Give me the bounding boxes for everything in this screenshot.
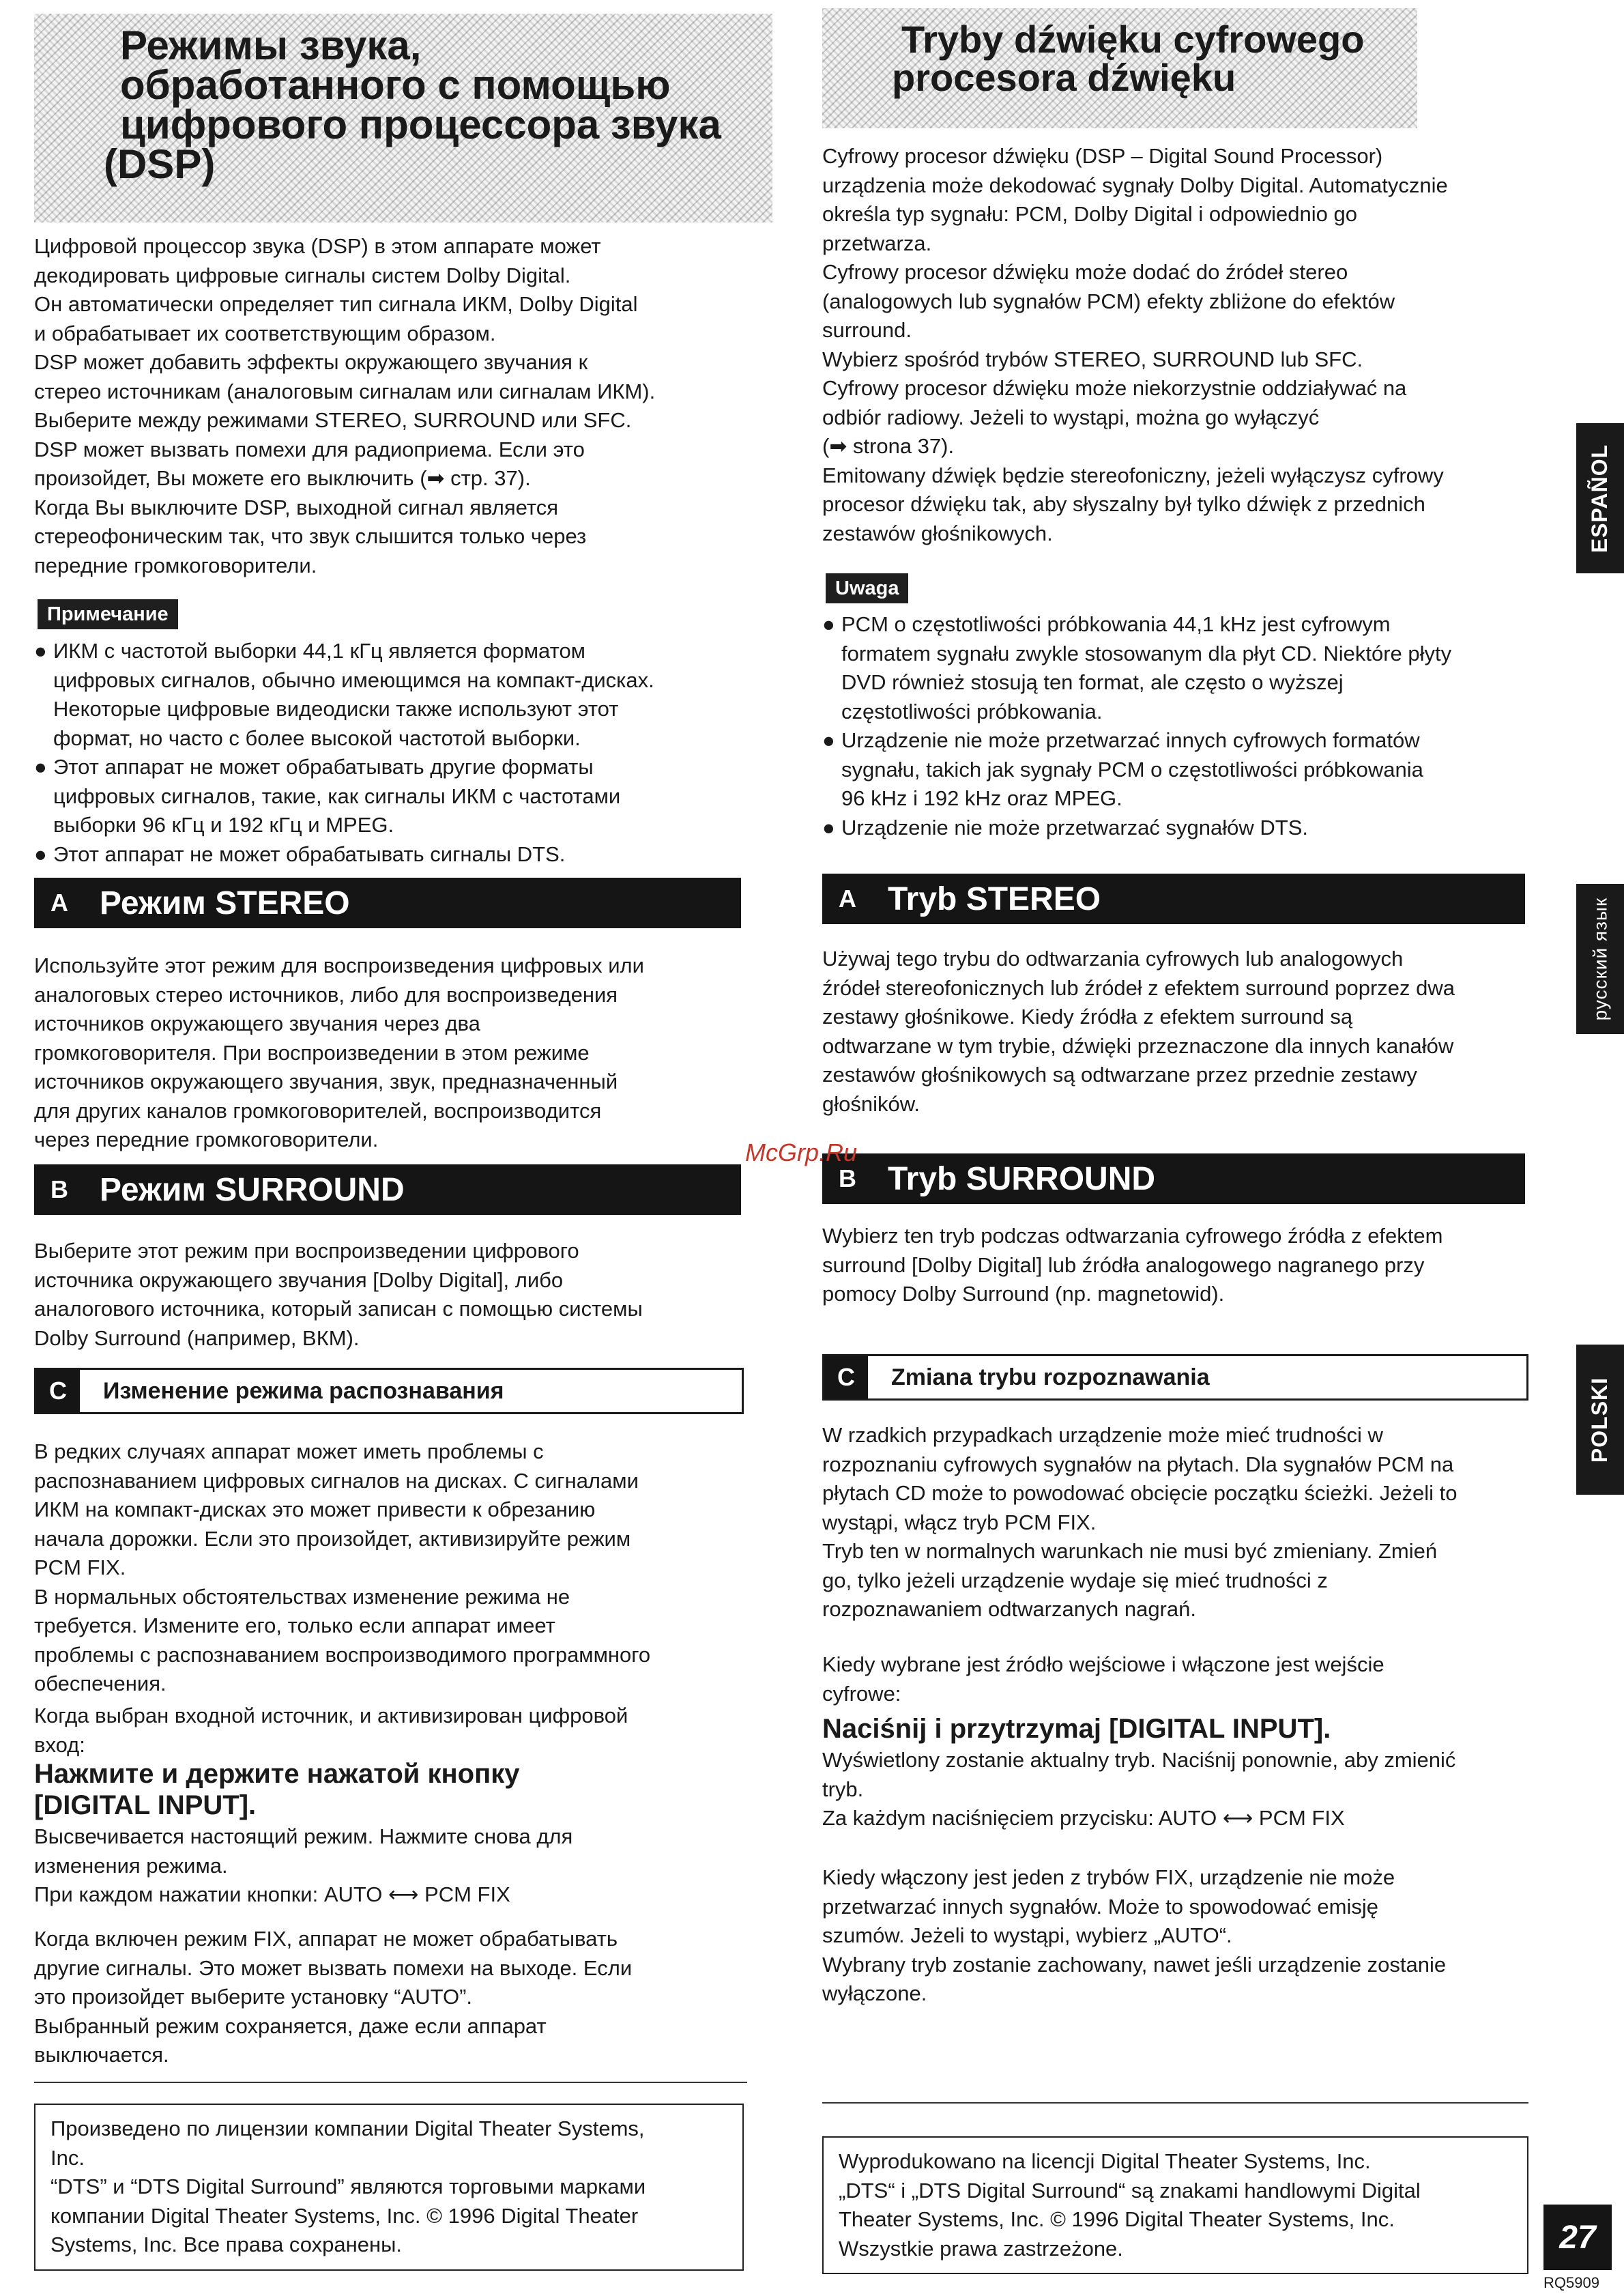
ru-section-a-header: A Режим STEREO <box>34 878 741 928</box>
pl-intro: Cyfrowy procesor dźwięku (DSP – Digital Sound Processor) urządzenia może dekodować sygnały Dolby Digital. Automatycznie określa typ sygnału: PCM, Dolby Digital i odpowiednio go przetwarza. Cyfrowy procesor dźwięku może dodać do źródeł stereo (analogowych lub sygnałów PCM) efekty zbliżone do efektów surround. Wybierz spośród trybów STEREO, SURROUND lub SFC. Cyfrowy procesor dźwięku może niekorzystnie oddziaływać na odbiór radiowy. Jeżeli to wystąpi, można go wyłączyć (➡ strona 37). Emitowany dźwięk będzie stereofoniczny, jeżeli wyłączysz cyfrowy procesor dźwięku tak, aby słyszalny był tylko dźwięk z przednich zestawów głośnikowych. <box>822 144 1448 545</box>
tab-espanol[interactable]: ESPAÑOL <box>1576 423 1624 573</box>
pl-instruction: Naciśnij i przytrzymaj [DIGITAL INPUT]. <box>822 1714 1331 1744</box>
ru-title: Режимы звука, обработанного с помощью цифрового процессора звука (DSP) <box>104 23 721 187</box>
ru-divider <box>34 2082 747 2083</box>
ru-after-text: Высвечивается настоящий режим. Нажмите снова для изменения режима. При каждом нажатии кнопки: AUTO ⟷ PCM FIX <box>34 1824 573 1906</box>
tab-polski[interactable]: POLSKI <box>1576 1345 1624 1495</box>
list-item: ● Urządzenie nie może przetwarzać innych cyfrowych formatów sygnału, takich jak sygnały PCM o częstotliwości próbkowania 96 kHz i 192 kHz oraz MPEG. <box>822 728 1423 810</box>
watermark: McGrp.Ru <box>745 1138 858 1166</box>
ru-instruction: Нажмите и держите нажатой кнопку [DIGITAL INPUT]. <box>34 1759 520 1820</box>
pl-section-a-header: A Tryb STEREO <box>822 874 1525 924</box>
page-number: 27 <box>1543 2205 1612 2270</box>
pl-notes <box>822 610 1528 842</box>
ru-section-b-text: Выберите этот режим при воспроизведении цифрового источника окружающего звучания [Dolby Digital], либо аналогового источника, который записан с помощью системы Dolby Surround (например, ВКМ). <box>34 1239 643 1350</box>
pl-license-box: Wyprodukowano na licencji Digital Theater Systems, Inc. „DTS“ i „DTS Digital Surround“ są znakami handlowymi Digital Theater Systems, Inc. © 1996 Digital Theater Systems, Inc. Wszystkie prawa zastrzeżone. <box>822 2136 1528 2274</box>
pl-section-c-text: W rzadkich przypadkach urządzenie może mieć trudności w rozpoznaniu cyfrowych sygnałów na płytach. Dla sygnałów PCM na płytach CD może to powodować obcięcie początku ścieżki. Jeżeli to wystąpi, włącz tryb PCM FIX. Tryb ten w normalnych warunkach nie musi być zmieniany. Zmień go, tylko jeżeli urządzenie wydaje się mieć trudności z rozpoznawaniem odtwarzanych nagrań. <box>822 1423 1458 1621</box>
pl-section-c-header: C Zmiana trybu rozpoznawania <box>822 1354 1528 1401</box>
pl-title-block <box>822 8 1417 128</box>
ru-section-a-text: Используйте этот режим для воспроизведения цифровых или аналоговых стерео источников, либо для воспроизведения источников окружающего звучания через два громкоговорителя. При воспроизведении в этом режиме источников окружающего звучания, звук, предназначенный для других каналов громкоговорителей, воспроизводится через передние громкоговорители. <box>34 953 644 1151</box>
pl-fix-text: Kiedy włączony jest jeden z trybów FIX, urządzenie nie może przetwarzać innych sygnałów. Może to spowodować emisję szumów. Jeżeli to wystąpi, wybierz „AUTO“. Wybrany tryb zostanie zachowany, nawet jeśli urządzenie zostanie wyłączone. <box>822 1865 1447 2005</box>
tab-russian[interactable]: русский язык <box>1576 884 1624 1034</box>
pl-note-label: Uwaga <box>826 573 908 603</box>
list-item: ● ИКМ с частотой выборки 44,1 кГц является форматом цифровых сигналов, обычно имеющимся на компакт-дисках. Некоторые цифровые видеодиски также используют этот формат, но часто с более высокой частотой выборки. <box>34 639 654 750</box>
pl-section-a-text: Używaj tego trybu do odtwarzania cyfrowych lub analogowych źródeł stereofonicznych lub źródeł z efektem surround poprzez dwa zestawy głośnikowe. Kiedy źródła z efektem surround są odtwarzane w tym trybie, dźwięki przeznaczone dla innych kanałów zestawów głośnikowych są odtwarzane przez przednie zestawy głośników. <box>822 947 1455 1116</box>
pl-input-text: Kiedy wybrane jest źródło wejściowe i włączone jest wejście cyfrowe: <box>822 1652 1384 1706</box>
list-item: ● Urządzenie nie może przetwarzać sygnałów DTS. <box>822 815 1308 840</box>
pl-title: Tryby dźwięku cyfrowego procesora dźwięku <box>892 18 1365 99</box>
ru-fix-text: Когда включен режим FIX, аппарат не может обрабатывать другие сигналы. Это может вызвать помехи на выходе. Если это произойдет выберите установку “AUTO”. Выбранный режим сохраняется, даже если аппарат выключается. <box>34 1927 633 2067</box>
ru-section-c-header: C Изменение режима распознавания <box>34 1368 744 1414</box>
ru-note-label: Примечание <box>38 599 178 629</box>
pl-divider <box>822 2102 1528 2104</box>
ru-intro: Цифровой процессор звука (DSP) в этом аппарате может декодировать цифровые сигналы систем Dolby Digital. Он автоматически определяет тип сигнала ИКМ, Dolby Digital и обрабатывает их соответствующим образом. DSP может добавить эффекты окружающего звучания к стерео источникам (аналоговым сигналам или сигналам ИКМ). Выберите между режимами STEREO, SURROUND или SFC. DSP может вызвать помехи для радиоприема. Если это произойдет, Вы можете его выключить (➡ стр. 37). Когда Вы выключите DSP, выходной сигнал является стереофоническим так, что звук слышится только через передние громкоговорители. <box>34 234 656 577</box>
pl-section-b-header: B Tryb SURROUND <box>822 1153 1525 1204</box>
pl-section-b-text: Wybierz ten tryb podczas odtwarzania cyfrowego źródła z efektem surround [Dolby Digital] lub źródła analogowego nagranego przy pomocy Dolby Surround (np. magnetowid). <box>822 1224 1443 1306</box>
ru-input-text: Когда выбран входной источник, и активизирован цифровой вход: <box>34 1704 628 1757</box>
page-code: RQ5909 <box>1543 2274 1599 2291</box>
list-item: ● Этот аппарат не может обрабатывать другие форматы цифровых сигналов, такие, как сигналы ИКМ с частотами выборки 96 кГц и 192 кГц и MPEG. <box>34 755 621 837</box>
ru-notes <box>34 637 744 869</box>
ru-title-block <box>34 14 772 223</box>
ru-section-b-header: B Режим SURROUND <box>34 1164 741 1215</box>
ru-section-c-text: В редких случаях аппарат может иметь проблемы с распознаванием цифровых сигналов на дисках. С сигналами ИКМ на компакт-дисках это может привести к обрезанию начала дорожки. Если это произойдет, активизируйте режим PCM FIX. В нормальных обстоятельствах изменение режима не требуется. Измените его, только если аппарат имеет проблемы с распознаванием воспроизводимого программного обеспечения. <box>34 1439 651 1695</box>
ru-license-box: Произведено по лицензии компании Digital Theater Systems, Inc. “DTS” и “DTS Digital Surround” являются торговыми марками компании Digital Theater Systems, Inc. © 1996 Digital Theater Systems, Inc. Все права сохранены. <box>34 2104 744 2271</box>
list-item: ● PCM o częstotliwości próbkowania 44,1 kHz jest cyfrowym formatem sygnału zwykle stosowanym dla płyt CD. Niektóre płyty DVD również stosują ten format, ale często o wyższej częstotliwości próbkowania. <box>822 612 1452 723</box>
pl-after-text: Wyświetlony zostanie aktualny tryb. Naciśnij ponownie, aby zmienić tryb. Za każdym naciśnięciem przycisku: AUTO ⟷ PCM FIX <box>822 1748 1456 1830</box>
list-item: ● Этот аппарат не может обрабатывать сигналы DTS. <box>34 842 566 866</box>
